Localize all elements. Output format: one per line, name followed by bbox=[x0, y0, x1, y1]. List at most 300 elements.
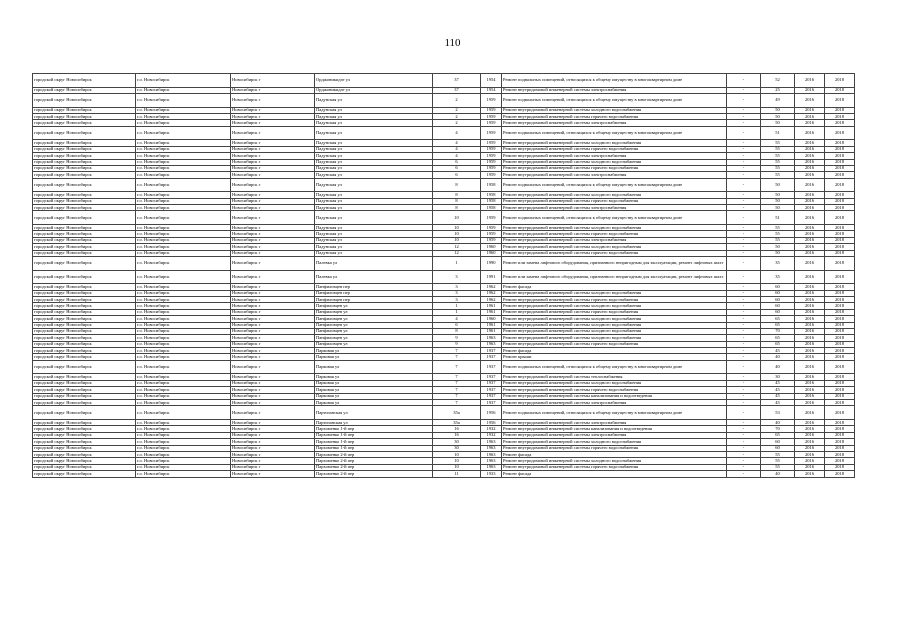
start-year-cell: 2016 bbox=[795, 471, 825, 477]
region-cell: городской округ Новосибирск bbox=[33, 178, 136, 192]
work-type-cell: Ремонт внутридомовой инженерной системы холодного водоснабжения bbox=[502, 244, 727, 250]
end-year-cell: 2018 bbox=[825, 172, 855, 178]
street-cell: Парковая ул bbox=[315, 348, 433, 354]
region-cell: городской округ Новосибирск bbox=[33, 284, 136, 290]
work-type-cell: Ремонт внутридомовой инженерной системы холодного водоснабжения bbox=[502, 225, 727, 231]
work-type-cell: Ремонт внутридомовой инженерной системы холодного водоснабжения bbox=[502, 303, 727, 309]
count-cell: 60 bbox=[761, 290, 795, 296]
end-year-cell: 2018 bbox=[825, 432, 855, 438]
district-cell: г.о. Новосибирск bbox=[136, 471, 231, 477]
dash-cell: - bbox=[727, 159, 761, 165]
house-number-cell: 1 bbox=[433, 303, 481, 309]
district-cell: г.о. Новосибирск bbox=[136, 178, 231, 192]
end-year-cell: 2018 bbox=[825, 400, 855, 406]
count-cell: 30 bbox=[761, 374, 795, 380]
work-type-cell: Ремонт внутридомовой инженерной системы горячего водоснабжения bbox=[502, 309, 727, 315]
street-cell: Падунская ул bbox=[315, 113, 433, 119]
district-cell: г.о. Новосибирск bbox=[136, 309, 231, 315]
district-cell: г.о. Новосибирск bbox=[136, 380, 231, 386]
dash-cell: - bbox=[727, 225, 761, 231]
count-cell: 45 bbox=[761, 400, 795, 406]
district-cell: г.о. Новосибирск bbox=[136, 146, 231, 152]
house-number-cell: 4 bbox=[433, 140, 481, 146]
work-type-cell: Ремонт внутридомовой инженерной системы горячего водоснабжения bbox=[502, 296, 727, 302]
dash-cell: - bbox=[727, 211, 761, 225]
district-cell: г.о. Новосибирск bbox=[136, 341, 231, 347]
year-cell: 1963 bbox=[481, 445, 502, 451]
house-number-cell: 2 bbox=[433, 113, 481, 119]
end-year-cell: 2018 bbox=[825, 270, 855, 284]
dash-cell: - bbox=[727, 309, 761, 315]
region-cell: городской округ Новосибирск bbox=[33, 126, 136, 140]
street-cell: Падунская ул bbox=[315, 153, 433, 159]
end-year-cell: 2018 bbox=[825, 244, 855, 250]
start-year-cell: 2016 bbox=[795, 354, 825, 360]
end-year-cell: 2018 bbox=[825, 445, 855, 451]
city-cell: Новосибирск г bbox=[231, 270, 315, 284]
district-cell: г.о. Новосибирск bbox=[136, 231, 231, 237]
district-cell: г.о. Новосибирск bbox=[136, 159, 231, 165]
count-cell: 40 bbox=[761, 354, 795, 360]
city-cell: Новосибирск г bbox=[231, 244, 315, 250]
street-cell: Падунская ул bbox=[315, 250, 433, 256]
city-cell: Новосибирск г bbox=[231, 387, 315, 393]
table-row bbox=[33, 126, 855, 140]
work-type-cell: Ремонт фасада bbox=[502, 471, 727, 477]
city-cell: Новосибирск г bbox=[231, 432, 315, 438]
end-year-cell: 2018 bbox=[825, 250, 855, 256]
district-cell: г.о. Новосибирск bbox=[136, 354, 231, 360]
work-type-cell: Ремонт подвальных помещений, относящихся к общему имуществу в многоквартирном доме bbox=[502, 211, 727, 225]
end-year-cell: 2018 bbox=[825, 380, 855, 386]
count-cell: 51 bbox=[761, 211, 795, 225]
start-year-cell: 2016 bbox=[795, 360, 825, 374]
dash-cell: - bbox=[727, 172, 761, 178]
dash-cell: - bbox=[727, 120, 761, 126]
count-cell: 50 bbox=[761, 244, 795, 250]
start-year-cell: 2016 bbox=[795, 335, 825, 341]
end-year-cell: 2018 bbox=[825, 140, 855, 146]
count-cell: 51 bbox=[761, 126, 795, 140]
street-cell: Падунская ул bbox=[315, 205, 433, 211]
count-cell: 40 bbox=[761, 471, 795, 477]
region-cell: городской округ Новосибирск bbox=[33, 400, 136, 406]
start-year-cell: 2016 bbox=[795, 107, 825, 113]
house-number-cell: 11 bbox=[433, 471, 481, 477]
street-cell: Парковая ул bbox=[315, 393, 433, 399]
house-number-cell: 6 bbox=[433, 322, 481, 328]
house-number-cell: 7 bbox=[433, 348, 481, 354]
count-cell: 55 bbox=[761, 159, 795, 165]
end-year-cell: 2018 bbox=[825, 74, 855, 88]
district-cell: г.о. Новосибирск bbox=[136, 296, 231, 302]
work-type-cell: Ремонт внутридомовой инженерной системы электроснабжения bbox=[502, 420, 727, 426]
count-cell: 49 bbox=[761, 93, 795, 107]
region-cell: городской округ Новосибирск bbox=[33, 406, 136, 420]
end-year-cell: 2018 bbox=[825, 303, 855, 309]
count-cell: 35 bbox=[761, 270, 795, 284]
table-row bbox=[33, 178, 855, 192]
city-cell: Новосибирск г bbox=[231, 87, 315, 93]
count-cell: 45 bbox=[761, 387, 795, 393]
end-year-cell: 2018 bbox=[825, 113, 855, 119]
count-cell: 60 bbox=[761, 303, 795, 309]
street-cell: Палевка ул bbox=[315, 257, 433, 271]
start-year-cell: 2016 bbox=[795, 93, 825, 107]
district-cell: г.о. Новосибирск bbox=[136, 153, 231, 159]
work-type-cell: Ремонт подвальных помещений, относящихся к общему имуществу в многоквартирном доме bbox=[502, 93, 727, 107]
start-year-cell: 2016 bbox=[795, 290, 825, 296]
city-cell: Новосибирск г bbox=[231, 335, 315, 341]
work-type-cell: Ремонт внутридомовой инженерной системы холодного водоснабжения bbox=[502, 335, 727, 341]
region-cell: городской округ Новосибирск bbox=[33, 159, 136, 165]
year-cell: 1932 bbox=[481, 426, 502, 432]
district-cell: г.о. Новосибирск bbox=[136, 205, 231, 211]
table-row bbox=[33, 406, 855, 420]
city-cell: Новосибирск г bbox=[231, 406, 315, 420]
year-cell: 1954 bbox=[481, 74, 502, 88]
count-cell: 65 bbox=[761, 335, 795, 341]
region-cell: городской округ Новосибирск bbox=[33, 335, 136, 341]
start-year-cell: 2016 bbox=[795, 140, 825, 146]
count-cell: 55 bbox=[761, 458, 795, 464]
table-row bbox=[33, 270, 855, 284]
count-cell: 60 bbox=[761, 284, 795, 290]
district-cell: г.о. Новосибирск bbox=[136, 250, 231, 256]
district-cell: г.о. Новосибирск bbox=[136, 445, 231, 451]
year-cell: 1963 bbox=[481, 458, 502, 464]
count-cell: 60 bbox=[761, 296, 795, 302]
city-cell: Новосибирск г bbox=[231, 400, 315, 406]
city-cell: Новосибирск г bbox=[231, 192, 315, 198]
work-type-cell: Ремонт внутридомовой инженерной системы холодного водоснабжения bbox=[502, 192, 727, 198]
city-cell: Новосибирск г bbox=[231, 290, 315, 296]
table-row bbox=[33, 211, 855, 225]
dash-cell: - bbox=[727, 113, 761, 119]
count-cell: 55 bbox=[761, 146, 795, 152]
work-type-cell: Ремонт внутридомовой инженерной системы электроснабжения bbox=[502, 205, 727, 211]
dash-cell: - bbox=[727, 303, 761, 309]
street-cell: Парковая ул bbox=[315, 380, 433, 386]
count-cell: 65 bbox=[761, 322, 795, 328]
work-type-cell: Ремонт внутридомовой инженерной системы электроснабжения bbox=[502, 172, 727, 178]
street-cell: Пархоменко 2-й пер bbox=[315, 464, 433, 470]
city-cell: Новосибирск г bbox=[231, 257, 315, 271]
start-year-cell: 2016 bbox=[795, 159, 825, 165]
district-cell: г.о. Новосибирск bbox=[136, 439, 231, 445]
street-cell: Падунская ул bbox=[315, 107, 433, 113]
region-cell: городской округ Новосибирск bbox=[33, 445, 136, 451]
year-cell: 1937 bbox=[481, 354, 502, 360]
end-year-cell: 2018 bbox=[825, 159, 855, 165]
end-year-cell: 2018 bbox=[825, 451, 855, 457]
house-number-cell: 12 bbox=[433, 244, 481, 250]
dash-cell: - bbox=[727, 126, 761, 140]
end-year-cell: 2018 bbox=[825, 296, 855, 302]
start-year-cell: 2016 bbox=[795, 374, 825, 380]
end-year-cell: 2018 bbox=[825, 211, 855, 225]
city-cell: Новосибирск г bbox=[231, 296, 315, 302]
end-year-cell: 2018 bbox=[825, 387, 855, 393]
city-cell: Новосибирск г bbox=[231, 445, 315, 451]
street-cell: Панфиловцев ул bbox=[315, 309, 433, 315]
dash-cell: - bbox=[727, 87, 761, 93]
work-type-cell: Ремонт внутридомовой инженерной системы канализования и водоотведения bbox=[502, 426, 727, 432]
city-cell: Новосибирск г bbox=[231, 172, 315, 178]
house-number-cell: 8 bbox=[433, 328, 481, 334]
house-number-cell: 7 bbox=[433, 354, 481, 360]
count-cell: 65 bbox=[761, 341, 795, 347]
city-cell: Новосибирск г bbox=[231, 374, 315, 380]
work-type-cell: Ремонт внутридомовой инженерной системы горячего водоснабжения bbox=[502, 387, 727, 393]
city-cell: Новосибирск г bbox=[231, 439, 315, 445]
street-cell: Падунская ул bbox=[315, 225, 433, 231]
region-cell: городской округ Новосибирск bbox=[33, 471, 136, 477]
street-cell: Падунская ул bbox=[315, 244, 433, 250]
end-year-cell: 2018 bbox=[825, 153, 855, 159]
house-number-cell: 2 bbox=[433, 107, 481, 113]
house-number-cell: 8 bbox=[433, 178, 481, 192]
street-cell: Парковая ул bbox=[315, 400, 433, 406]
street-cell: Падунская ул bbox=[315, 165, 433, 171]
house-number-cell: 8 bbox=[433, 198, 481, 204]
dash-cell: - bbox=[727, 205, 761, 211]
end-year-cell: 2018 bbox=[825, 165, 855, 171]
work-type-cell: Ремонт внутридомовой инженерной системы горячего водоснабжения bbox=[502, 341, 727, 347]
count-cell: 40 bbox=[761, 360, 795, 374]
end-year-cell: 2018 bbox=[825, 257, 855, 271]
city-cell: Новосибирск г bbox=[231, 380, 315, 386]
house-number-cell: 10 bbox=[433, 211, 481, 225]
city-cell: Новосибирск г bbox=[231, 113, 315, 119]
street-cell: Пархоменко 1-й пер bbox=[315, 432, 433, 438]
count-cell: 55 bbox=[761, 451, 795, 457]
end-year-cell: 2018 bbox=[825, 225, 855, 231]
work-type-cell: Ремонт подвальных помещений, относящихся к общему имуществу в многоквартирном доме bbox=[502, 74, 727, 88]
city-cell: Новосибирск г bbox=[231, 250, 315, 256]
work-type-cell: Ремонт внутридомовой инженерной системы холодного водоснабжения bbox=[502, 159, 727, 165]
work-type-cell: Ремонт внутридомовой инженерной системы горячего водоснабжения bbox=[502, 146, 727, 152]
district-cell: г.о. Новосибирск bbox=[136, 393, 231, 399]
end-year-cell: 2018 bbox=[825, 231, 855, 237]
dash-cell: - bbox=[727, 146, 761, 152]
dash-cell: - bbox=[727, 93, 761, 107]
year-cell: 1963 bbox=[481, 439, 502, 445]
street-cell: Пархоменко 1-й пер bbox=[315, 439, 433, 445]
count-cell: 55 bbox=[761, 153, 795, 159]
start-year-cell: 2016 bbox=[795, 178, 825, 192]
start-year-cell: 2016 bbox=[795, 87, 825, 93]
work-type-cell: Ремонт внутридомовой инженерной системы холодного водоснабжения bbox=[502, 290, 727, 296]
end-year-cell: 2018 bbox=[825, 192, 855, 198]
year-cell: 1962 bbox=[481, 296, 502, 302]
work-type-cell: Ремонт внутридомовой инженерной системы холодного водоснабжения bbox=[502, 322, 727, 328]
street-cell: Партизанская ул bbox=[315, 420, 433, 426]
district-cell: г.о. Новосибирск bbox=[136, 192, 231, 198]
city-cell: Новосибирск г bbox=[231, 205, 315, 211]
dash-cell: - bbox=[727, 284, 761, 290]
house-number-cell: 8 bbox=[433, 192, 481, 198]
year-cell: 1961 bbox=[481, 309, 502, 315]
district-cell: г.о. Новосибирск bbox=[136, 120, 231, 126]
city-cell: Новосибирск г bbox=[231, 328, 315, 334]
dash-cell: - bbox=[727, 387, 761, 393]
work-type-cell: Ремонт внутридомовой инженерной системы горячего водоснабжения bbox=[502, 165, 727, 171]
start-year-cell: 2016 bbox=[795, 205, 825, 211]
start-year-cell: 2016 bbox=[795, 296, 825, 302]
count-cell: 55 bbox=[761, 140, 795, 146]
work-type-cell: Ремонт внутридомовой инженерной системы горячего водоснабжения bbox=[502, 445, 727, 451]
work-type-cell: Ремонт внутридомовой инженерной системы электроснабжения bbox=[502, 87, 727, 93]
street-cell: Панфиловцев ул bbox=[315, 322, 433, 328]
start-year-cell: 2016 bbox=[795, 257, 825, 271]
year-cell: 1937 bbox=[481, 360, 502, 374]
city-cell: Новосибирск г bbox=[231, 303, 315, 309]
city-cell: Новосибирск г bbox=[231, 178, 315, 192]
end-year-cell: 2018 bbox=[825, 328, 855, 334]
dash-cell: - bbox=[727, 380, 761, 386]
region-cell: городской округ Новосибирск bbox=[33, 458, 136, 464]
end-year-cell: 2018 bbox=[825, 87, 855, 93]
district-cell: г.о. Новосибирск bbox=[136, 225, 231, 231]
end-year-cell: 2018 bbox=[825, 420, 855, 426]
city-cell: Новосибирск г bbox=[231, 74, 315, 88]
year-cell: 1959 bbox=[481, 231, 502, 237]
district-cell: г.о. Новосибирск bbox=[136, 93, 231, 107]
start-year-cell: 2016 bbox=[795, 211, 825, 225]
street-cell: Падунская ул bbox=[315, 192, 433, 198]
street-cell: Партизанская ул bbox=[315, 406, 433, 420]
start-year-cell: 2016 bbox=[795, 192, 825, 198]
district-cell: г.о. Новосибирск bbox=[136, 198, 231, 204]
end-year-cell: 2018 bbox=[825, 471, 855, 477]
table-row bbox=[33, 360, 855, 374]
page-number: 110 bbox=[444, 37, 461, 49]
region-cell: городской округ Новосибирск bbox=[33, 290, 136, 296]
street-cell: Палевка ул bbox=[315, 270, 433, 284]
count-cell: 45 bbox=[761, 393, 795, 399]
dash-cell: - bbox=[727, 237, 761, 243]
count-cell: 45 bbox=[761, 348, 795, 354]
year-cell: 1959 bbox=[481, 113, 502, 119]
start-year-cell: 2016 bbox=[795, 113, 825, 119]
start-year-cell: 2016 bbox=[795, 348, 825, 354]
dash-cell: - bbox=[727, 290, 761, 296]
house-number-cell: 30 bbox=[433, 445, 481, 451]
house-number-cell: 4 bbox=[433, 146, 481, 152]
count-cell: 40 bbox=[761, 420, 795, 426]
year-cell: 1959 bbox=[481, 140, 502, 146]
dash-cell: - bbox=[727, 348, 761, 354]
count-cell: 50 bbox=[761, 250, 795, 256]
table-row bbox=[33, 257, 855, 271]
house-number-cell: 12 bbox=[433, 250, 481, 256]
house-number-cell: 3 bbox=[433, 270, 481, 284]
dash-cell: - bbox=[727, 464, 761, 470]
year-cell: 1959 bbox=[481, 120, 502, 126]
dash-cell: - bbox=[727, 420, 761, 426]
year-cell: 1954 bbox=[481, 87, 502, 93]
district-cell: г.о. Новосибирск bbox=[136, 257, 231, 271]
end-year-cell: 2018 bbox=[825, 393, 855, 399]
street-cell: Панфиловцев ул bbox=[315, 328, 433, 334]
year-cell: 1990 bbox=[481, 257, 502, 271]
end-year-cell: 2018 bbox=[825, 120, 855, 126]
dash-cell: - bbox=[727, 257, 761, 271]
count-cell: 55 bbox=[761, 225, 795, 231]
end-year-cell: 2018 bbox=[825, 426, 855, 432]
end-year-cell: 2018 bbox=[825, 205, 855, 211]
city-cell: Новосибирск г bbox=[231, 451, 315, 457]
count-cell: 25 bbox=[761, 87, 795, 93]
count-cell: 70 bbox=[761, 426, 795, 432]
dash-cell: - bbox=[727, 296, 761, 302]
city-cell: Новосибирск г bbox=[231, 93, 315, 107]
year-cell: 1956 bbox=[481, 420, 502, 426]
city-cell: Новосибирск г bbox=[231, 225, 315, 231]
district-cell: г.о. Новосибирск bbox=[136, 270, 231, 284]
region-cell: городской округ Новосибирск bbox=[33, 244, 136, 250]
end-year-cell: 2018 bbox=[825, 309, 855, 315]
street-cell: Парковая ул bbox=[315, 374, 433, 380]
count-cell: 53 bbox=[761, 406, 795, 420]
region-cell: городской округ Новосибирск bbox=[33, 420, 136, 426]
work-type-cell: Ремонт внутридомовой инженерной системы горячего водоснабжения bbox=[502, 231, 727, 237]
dash-cell: - bbox=[727, 471, 761, 477]
street-cell: Падунская ул bbox=[315, 211, 433, 225]
street-cell: Падунская ул bbox=[315, 159, 433, 165]
start-year-cell: 2016 bbox=[795, 458, 825, 464]
district-cell: г.о. Новосибирск bbox=[136, 335, 231, 341]
start-year-cell: 2016 bbox=[795, 393, 825, 399]
year-cell: 1959 bbox=[481, 126, 502, 140]
end-year-cell: 2018 bbox=[825, 290, 855, 296]
end-year-cell: 2018 bbox=[825, 178, 855, 192]
year-cell: 1959 bbox=[481, 153, 502, 159]
count-cell: 50 bbox=[761, 192, 795, 198]
start-year-cell: 2016 bbox=[795, 451, 825, 457]
region-cell: городской округ Новосибирск bbox=[33, 374, 136, 380]
city-cell: Новосибирск г bbox=[231, 153, 315, 159]
street-cell: Пархоменко 1-й пер bbox=[315, 445, 433, 451]
start-year-cell: 2016 bbox=[795, 126, 825, 140]
dash-cell: - bbox=[727, 316, 761, 322]
district-cell: г.о. Новосибирск bbox=[136, 211, 231, 225]
district-cell: г.о. Новосибирск bbox=[136, 244, 231, 250]
work-type-cell: Ремонт подвальных помещений, относящихся к общему имуществу в многоквартирном доме bbox=[502, 178, 727, 192]
count-cell: 60 bbox=[761, 445, 795, 451]
dash-cell: - bbox=[727, 354, 761, 360]
region-cell: городской округ Новосибирск bbox=[33, 146, 136, 152]
region-cell: городской округ Новосибирск bbox=[33, 451, 136, 457]
city-cell: Новосибирск г bbox=[231, 426, 315, 432]
region-cell: городской округ Новосибирск bbox=[33, 309, 136, 315]
city-cell: Новосибирск г bbox=[231, 231, 315, 237]
region-cell: городской округ Новосибирск bbox=[33, 439, 136, 445]
end-year-cell: 2018 bbox=[825, 348, 855, 354]
street-cell: Падунская ул bbox=[315, 172, 433, 178]
table-row bbox=[33, 74, 855, 88]
street-cell: Пархоменко 2-й пер bbox=[315, 471, 433, 477]
region-cell: городской округ Новосибирск bbox=[33, 192, 136, 198]
street-cell: Падунская ул bbox=[315, 178, 433, 192]
house-number-cell: 4 bbox=[433, 126, 481, 140]
district-cell: г.о. Новосибирск bbox=[136, 126, 231, 140]
dash-cell: - bbox=[727, 400, 761, 406]
house-number-cell: 6 bbox=[433, 159, 481, 165]
count-cell: 35 bbox=[761, 257, 795, 271]
house-number-cell: 3 bbox=[433, 290, 481, 296]
